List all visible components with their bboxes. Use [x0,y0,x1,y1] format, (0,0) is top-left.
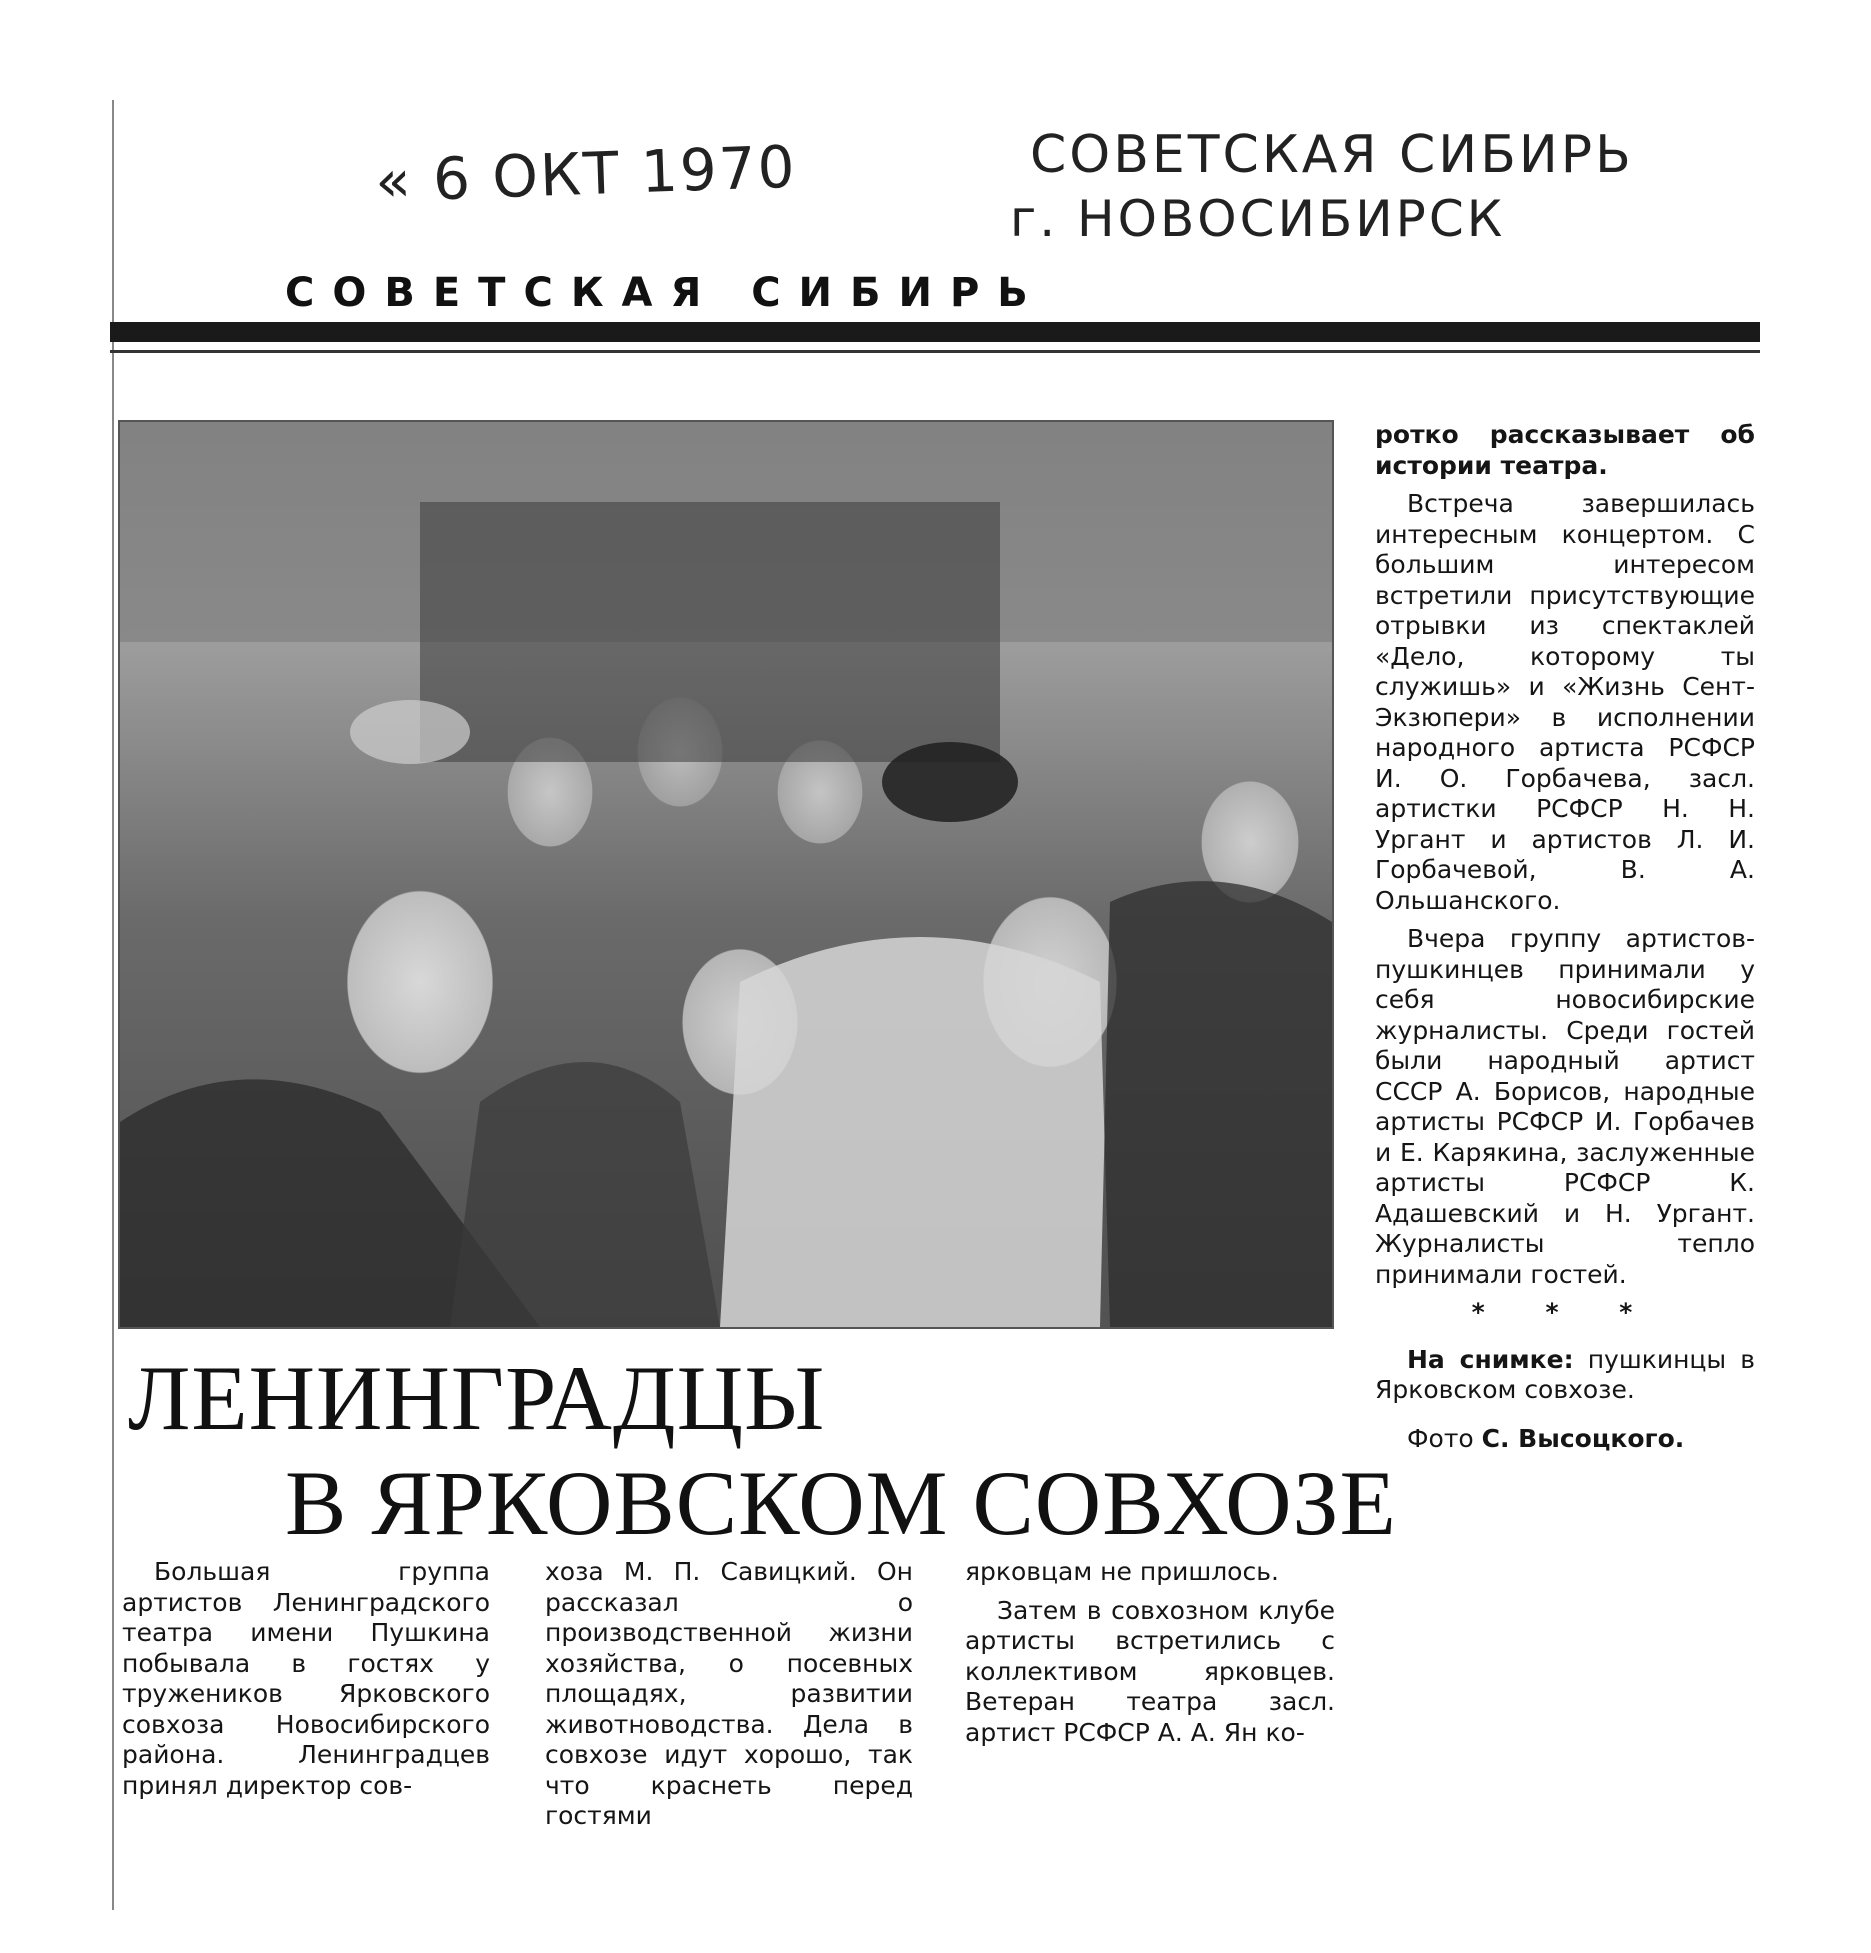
article-column-2 [545,1557,913,1832]
stamp-date: « 6 ОКТ 1970 [373,132,798,216]
credit-photographer: С. Высоцкого. [1481,1423,1685,1453]
article-paragraph: Большая группа артистов Ленинградского театра имени Пушкина побывала в гостях у тружеников Ярковского совхоза Новосибирского района. Ленинградцев принял директор сов- [122,1557,490,1800]
photo-figures [120,422,1332,1327]
photo-caption [1375,1345,1755,1406]
section-separator: * * * [1471,1298,1659,1327]
article-paragraph: хоза М. П. Савицкий. Он рассказал о производственной жизни хозяйства, о посевных площадях, развитии животноводства. Дела в совхозе идут хорошо, так что краснеть перед гостями [545,1557,913,1830]
clipping-edge [112,100,114,1910]
caption-text: пушкинцы в Ярковском совхозе. [1375,1344,1755,1404]
photo-credit [1375,1424,1755,1455]
article-paragraph: ярковцам не пришлось. [965,1557,1279,1586]
article-paragraph-lead: ротко рассказывает об истории театра. [1375,420,1755,480]
stamp-city: г. НОВОСИБИРСК [1010,190,1506,248]
article-paragraph: Затем в совхозном клубе артисты встретились с коллективом ярковцев. Ветеран театра засл. артист РСФСР А. А. Ян ко- [965,1595,1335,1747]
newspaper-masthead: СОВЕТСКАЯ СИБИРЬ [285,270,1046,316]
article-right-column [1375,420,1755,1454]
group-photograph [118,420,1334,1329]
article-column-3 [965,1557,1335,1748]
headline-line-2: В ЯРКОВСКОМ СОВХОЗЕ [285,1452,1397,1554]
article-column-1 [122,1557,490,1801]
masthead-rule-thick [110,322,1760,342]
stamp-newspaper-name: СОВЕТСКАЯ СИБИРЬ [1030,125,1634,185]
credit-label: Фото [1407,1423,1482,1453]
article-paragraph: Встреча завершилась интересным концертом. С большим интересом встретили присутствующие отрывки из спектаклей «Дело, которому ты служишь» и «Жизнь Сент-Экзюпери» в исполнении народного артиста РСФСР И. О. Горбачева, засл. артистки РСФСР Н. Н. Ургант и артистов Л. И. Горбачевой, В. А. Ольшанского. [1375,489,1755,915]
caption-label: На снимке: [1407,1344,1574,1374]
masthead-rule-thin [110,350,1760,353]
headline-line-1: ЛЕНИНГРАДЦЫ [128,1347,826,1449]
article-paragraph: Вчера группу артистов-пушкинцев принимали у себя новосибирские журналисты. Среди гостей были народный артист СССР А. Борисов, народные артисты РСФСР И. Горбачев и Е. Карякина, заслуженные артисты РСФСР К. Адашевский и Н. Ургант. Журналисты тепло принимали гостей. [1375,924,1755,1289]
